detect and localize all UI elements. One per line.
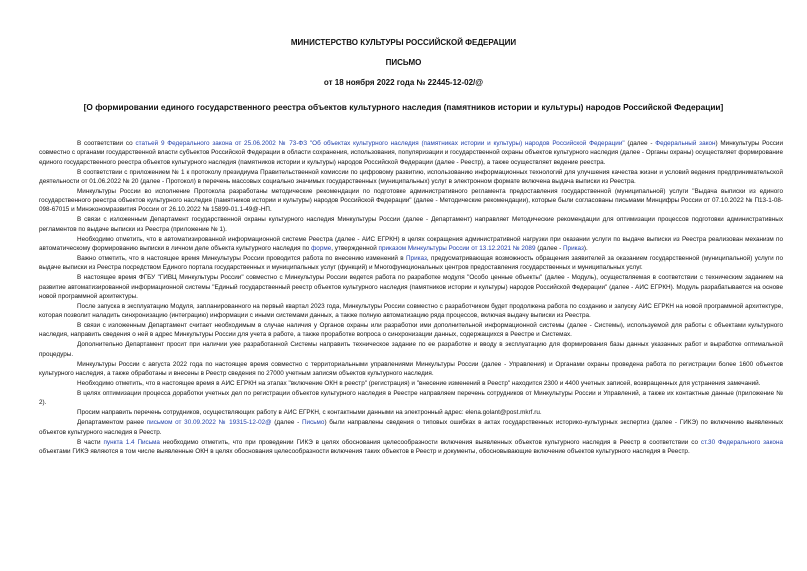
paragraph-text: , предусматривающая возможность обращения заявителей за оказанием государственной (муниципальной) услуги по выдаче выписки из Реестра посредством Единого портала государственных и муниципальных услуг (функций) и Многофункциональных центров предоставления государственных и муниципальных услуг. [39, 255, 783, 272]
document-body [39, 139, 783, 457]
body-paragraph [39, 302, 783, 321]
paragraph-text: В связи с изложенным Департамент считает необходимым в случае наличия у Органов охраны или разработки ими дополнительной информационной системы (далее - Системы), используемой для работы с объектами культурного наследия, направить сведения о ней в адрес Минкультуры России для учета в работе, а также проработке вопроса о синхронизации данных, содержащихся в Реестре и Системах. [39, 322, 783, 339]
paragraph-text: Департаментом ранее [77, 419, 147, 427]
paragraph-text: (далее - [535, 245, 563, 253]
paragraph-text: (далее - [271, 419, 302, 427]
paragraph-text: В соответствии со [77, 140, 136, 147]
body-paragraph [39, 139, 783, 167]
document-type: ПИСЬМО [385, 58, 422, 67]
paragraph-text: Необходимо отметить, что в автоматизированной информационной системе Реестра (далее - АИС ЕГРКН) в целях сокращения административной нагрузки при оказании услуги по выдаче выписки из Реестра реализован механизм по автоматическому формированию выписки в личном деле объекта культурного наследия по [39, 235, 783, 253]
legal-reference-link[interactable]: форме [311, 245, 332, 253]
body-paragraph [39, 408, 783, 417]
paragraph-text: Минкультуры России с августа 2022 года по настоящее время совместно с территориальными управлениями Минкультуры России (далее - Управления) и Органами охраны проведена работа по регистрации более 1600 объектов культурного наследия, а также обработаны и внесены в Реестр сведения по 27000 учетным записям объектов культурного наследия. [39, 360, 783, 377]
legal-reference-link[interactable]: Приказ [562, 245, 584, 253]
legal-reference-link[interactable]: приказом Минкультуры России от 13.12.2021 № 2089 [378, 245, 536, 253]
document-title: [О формировании единого государственного реестра объектов культурного наследия (памятников истории и культуры) народов Российской Федерации] [83, 102, 724, 112]
legal-reference-link[interactable]: ст.30 Федерального закона [700, 438, 783, 446]
body-paragraph [39, 418, 783, 437]
paragraph-text: В связи с изложенным Департамент государственной охраны культурного наследия Минкультуры России (далее - Департамент) направляет Методические рекомендации для оптимизации процессов подготовки административных регламентов по выдаче выписки из Реестра (приложение № 1). [39, 216, 783, 233]
paragraph-text: (далее - [624, 140, 656, 147]
ministry-name: МИНИСТЕРСТВО КУЛЬТУРЫ РОССИЙСКОЙ ФЕДЕРАЦИИ [290, 38, 517, 47]
paragraph-text: Минкультуры России во исполнение Протокола разработаны методические рекомендации по подготовке административного регламента предоставления государственной (муниципальной) услуги "Выдача выписки из единого государственного реестра объектов культурного наследия (памятников истории и культуры) народов Российской Федерации" (далее - Методические рекомендации), которые были согласованы письмами Минцифры России от 07.10.2022 № П13-1-08-098-67015 и Минэкономразвития России от 26.10.2022 № 15899-01.1-49@-НП. [39, 187, 783, 214]
paragraph-text: ) были направлены сведения о типовых ошибках в актах государственных историко-культурных экспертиз (далее - ГИКЭ) по включению выявленных объектов культурного наследия в Реестр. [39, 419, 784, 436]
paragraph-text: После запуска в эксплуатацию Модуля, запланированного на первый квартал 2023 года, Минкультуры России совместно с разработчиком будет продолжена работа по созданию и запуску АИС ЕГРКН на новой программной архитектуре, которая позволит наладить синхронизацию (интеграцию) информации с иными системами данных, а также полную автоматизацию ряда процессов, включая выдачу выписки из Реестра. [39, 302, 783, 320]
body-paragraph [39, 273, 783, 301]
paragraph-text: Важно отметить, что в настоящее время Минкультуры России проводится работа по внесению изменений в [77, 255, 406, 262]
paragraph-text: В настоящее время ФГБУ "ГИВЦ Минкультуры России" совместно с Минкультуры России ведется работа по разработке модуля "Особо ценные объекты" (далее - Модуль), осуществляемая в соответствии с техническим заданием на развитие автоматизированной информационной системы "Единый государственный реестр объектов культурного наследия (памятников истории и культуры) народов Российской Федерации" (далее - АИС ЕГРКН). Модуль разрабатывается на основе новой программной архитектуры. [39, 274, 783, 300]
body-paragraph [39, 360, 783, 379]
body-paragraph [39, 379, 783, 388]
paragraph-text: В части [77, 438, 104, 446]
legal-reference-link[interactable]: статьей 9 Федерального закона от 25.06.2002 № 73-ФЗ "Об объектах культурного наследия (памятниках истории и культуры) народов Российской Федерации" [135, 140, 625, 147]
body-paragraph [39, 321, 783, 340]
legal-reference-link[interactable]: Федеральный закон [655, 140, 716, 147]
paragraph-text: Дополнительно Департамент просит при наличии уже разработанной Системы направить техническое задание по ее разработке и вводу в эксплуатацию для формирования базы данных указанных работ и выработке оптимальной процедуры. [39, 341, 783, 358]
body-paragraph [39, 254, 783, 273]
paragraph-text: ). [583, 245, 588, 253]
body-paragraph [39, 340, 783, 359]
legal-reference-link[interactable]: Письмо [301, 419, 325, 427]
body-paragraph [39, 389, 783, 408]
paragraph-text: Просим направить перечень сотрудников, осуществляющих работу в АИС ЕГРКН, с контактными данными на электронный адрес: elena.golant@post.mkrf.ru. [77, 409, 542, 417]
body-paragraph [39, 215, 783, 234]
document-date-number: от 18 ноября 2022 года № 22445-12-02/@ [323, 78, 484, 87]
paragraph-text: В целях оптимизации процесса доработки учетных дел по регистрации объектов культурного наследия в Реестре направляем перечень сотрудников от Минкультуры России и Управлений, а также их контактные данные (приложение № 2). [39, 389, 783, 407]
body-paragraph [39, 235, 783, 254]
body-paragraph [39, 438, 783, 457]
paragraph-text: необходимо отметить, что при проведении ГИКЭ в целях обоснования целесообразности включения выявленных объектов культурного наследия в Реестр в соответствии со [159, 438, 701, 446]
legal-reference-link[interactable]: письмом от 30.09.2022 № 19315-12-02@ [146, 419, 272, 427]
paragraph-text: В соответствии с приложением № 1 к протоколу президиума Правительственной комиссии по цифровому развитию, использованию информационных технологий для улучшения качества жизни и условий ведения предпринимательской деятельности от 01.06.2022 № 20 (далее - Протокол) в перечень массовых социально значимых государственных (муниципальных) услуг в электронном формате включена выдача выписки из Реестра. [39, 168, 783, 185]
paragraph-text: Необходимо отметить, что в настоящее время в АИС ЕГРКН на этапах "включение ОКН в реестр" (регистрация) и "внесение изменений в Реестр" находится 2300 и 4400 учетных записей, возвращенных для устранения замечаний. [77, 379, 761, 387]
legal-reference-link[interactable]: Приказ [406, 255, 427, 262]
body-paragraph [39, 168, 783, 187]
paragraph-text: объектами ГИКЭ являются в том числе выявленные ОКН в целях обоснования целесообразности включения таких объектов в Реестр и документы, обосновывающие включение объектов культурного наследия в Реестр. [39, 447, 690, 455]
body-paragraph [39, 187, 783, 215]
paragraph-text: ) Минкультуры России совместно с органами государственной власти субъектов Российской Федерации в области сохранения, использования, популяризации и государственной охраны объектов культурного наследия (далее - Органы охраны) осуществляет формирование единого государственного реестра объектов культурного наследия (памятников истории и культуры) народов Российской Федерации (далее - Реестр), а также осуществляет ведение реестра. [39, 140, 783, 166]
legal-reference-link[interactable]: пункта 1.4 Письма [103, 438, 160, 446]
paragraph-text: , утвержденной [331, 245, 379, 253]
